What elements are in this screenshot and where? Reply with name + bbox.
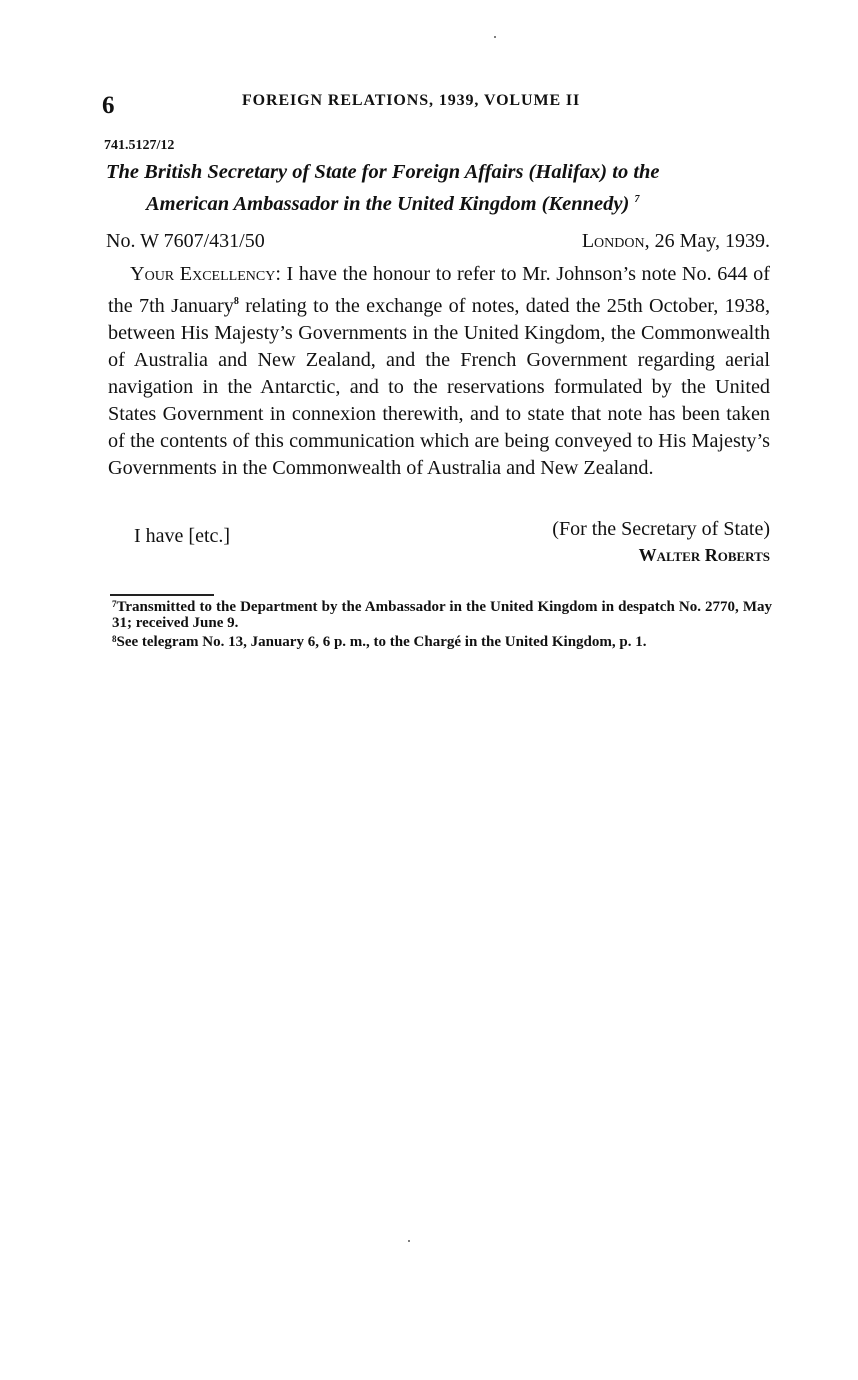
footnote-marker: 7 [112, 599, 117, 609]
title-footnote-ref: 7 [634, 194, 640, 205]
letter-paragraph [108, 261, 770, 482]
date: , 26 May, 1939. [644, 230, 770, 252]
title-line-2: American Ambassador in the United Kingdom (Kennedy) [146, 193, 630, 215]
on-behalf-line: (For the Secretary of State) [552, 518, 770, 540]
footnote-8 [112, 631, 772, 650]
letter-body [108, 261, 770, 482]
scan-speck [408, 1240, 410, 1242]
place-date [582, 230, 770, 253]
page-number: 6 [102, 92, 115, 119]
reference-number: No. W 7607/431/50 [106, 230, 265, 252]
place: London [581, 230, 645, 252]
document-title [106, 158, 776, 218]
file-number: 741.5127/12 [104, 138, 175, 153]
footnote-text: See telegram No. 13, January 6, 6 p. m., to the Chargé in the United Kingdom, p. 1. [116, 634, 647, 650]
footnote-marker: 8 [112, 634, 117, 644]
closing: I have [etc.] [134, 525, 231, 547]
footnotes [112, 596, 772, 650]
footnote-text: Transmitted to the Department by the Ambassador in the United Kingdom in despatch No. 2770, May 31; received June 9. [112, 599, 772, 631]
body-part-2: relating to the exchange of notes, dated the 25th October, 1938, between His Majesty’s Governments in the United Kingdom, the Commonwealth of Australia and New Zealand, and the French Government regarding aerial navigation in the Antarctic, and to the reservations formulated by the United States Government in connexion therewith, and to state that note has been taken of the contents of this communication which are being conveyed to His Majesty’s Governments in the Commonwealth of Australia and New Zealand. [108, 295, 770, 479]
body-footnote-ref: 8 [233, 296, 239, 307]
title-line-2-wrap [106, 186, 776, 218]
footnote-7 [112, 596, 772, 631]
salutation: Your Excellency [130, 263, 276, 285]
running-title: FOREIGN RELATIONS, 1939, VOLUME II [242, 92, 581, 109]
title-line-1: The British Secretary of State for Foreign Affairs (Halifax) to the [106, 161, 660, 183]
signature: Walter Roberts [638, 545, 770, 565]
body-part-1: : I have the honour to refer to Mr. Johnson’s note No. 644 of the 7th January [108, 263, 770, 317]
scan-speck [494, 36, 496, 38]
